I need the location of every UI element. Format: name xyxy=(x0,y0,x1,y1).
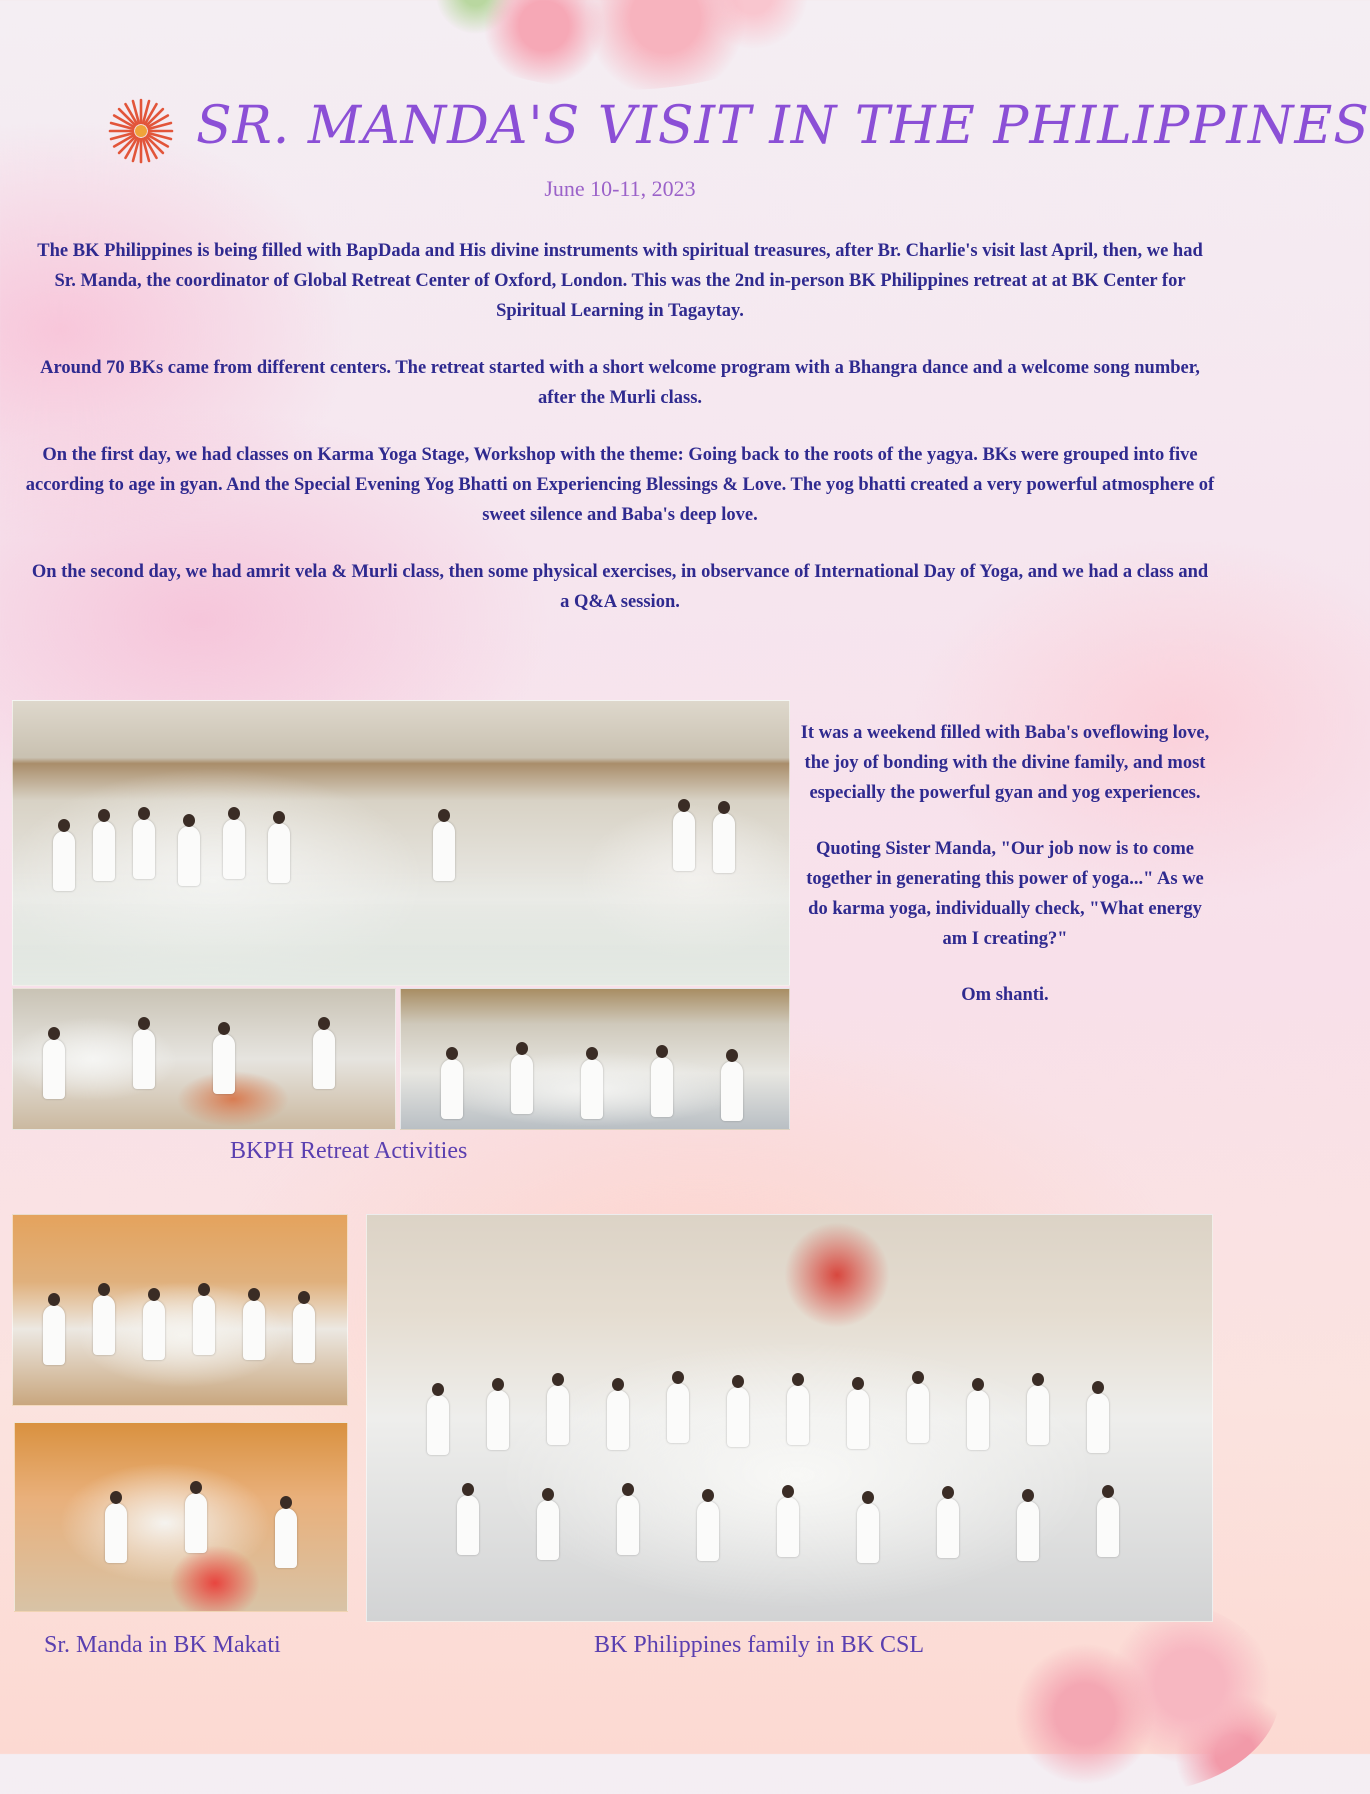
intro-paragraph-1: The BK Philippines is being filled with BapDada and His divine instruments with spiritual treasures, after Br. Charlie's visit last April, then, we had Sr. Manda, the coordinator of Global Retreat Center of Oxford, London. This was the 2nd in-person BK Philippines retreat at at BK Center for Spiritual Learning in Tagaytay. xyxy=(37,241,1203,321)
reflection-paragraph-3: Om shanti. xyxy=(961,985,1049,1005)
sun-rays-logo-icon xyxy=(108,98,174,164)
caption-retreat-activities: BKPH Retreat Activities xyxy=(230,1138,468,1164)
page-title: SR. MANDA'S VISIT IN THE PHILIPPINES xyxy=(196,96,1370,156)
family-group-photo xyxy=(366,1214,1213,1622)
group-session-photo xyxy=(400,988,790,1130)
reflection-paragraph-1: It was a weekend filled with Baba's oveflowing love, the joy of bonding with the divine family, and most especially the powerful gyan and yog experiences. xyxy=(800,723,1210,803)
reflection-paragraph-2: Quoting Sister Manda, "Our job now is to come together in generating this power of yoga..." As we do karma yoga, individually check, "What energy am I creating?" xyxy=(806,839,1204,949)
retreat-hall-photo xyxy=(12,700,790,986)
intro-text xyxy=(25,236,1215,644)
flower-decoration-top xyxy=(430,0,810,90)
caption-makati: Sr. Manda in BK Makati xyxy=(44,1632,281,1658)
caption-family: BK Philippines family in BK CSL xyxy=(594,1632,925,1658)
intro-paragraph-3: On the first day, we had classes on Karma Yoga Stage, Workshop with the theme: Going back to the roots of the yagya. BKs were grouped into five according to age in gyan. And the Special Evening Yog Bhatti on Experiencing Blessings & Love. The yog bhatti created a very powerful atmosphere of sweet silence and Baba's deep love. xyxy=(25,445,1215,525)
page-header xyxy=(0,90,1370,170)
makati-ceremony-photo xyxy=(14,1422,348,1612)
makati-group-photo xyxy=(12,1214,348,1406)
reflection-text xyxy=(800,718,1210,1036)
intro-paragraph-2: Around 70 BKs came from different centers. The retreat started with a short welcome program with a Bhangra dance and a welcome song number, after the Murli class. xyxy=(40,358,1200,408)
workshop-photo xyxy=(12,988,396,1130)
flower-decoration-bottom-right xyxy=(980,1594,1280,1794)
intro-paragraph-4: On the second day, we had amrit vela & Murli class, then some physical exercises, in observance of International Day of Yoga, and we had a class and a Q&A session. xyxy=(31,562,1209,612)
event-date: June 10-11, 2023 xyxy=(544,176,696,201)
